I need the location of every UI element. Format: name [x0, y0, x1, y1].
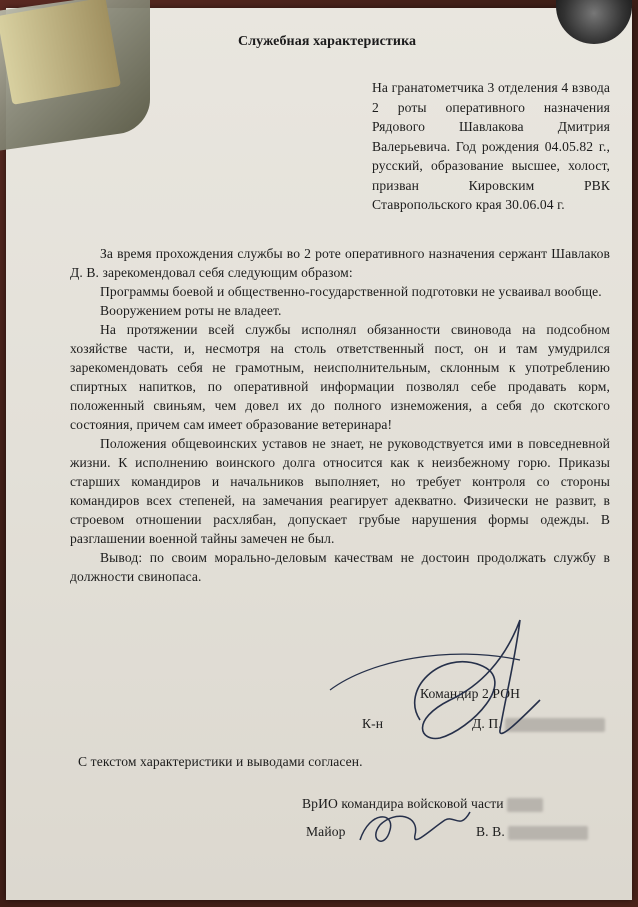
acting-position: ВрИО командира войсковой части — [302, 794, 543, 813]
agreement-line: С текстом характеристики и выводами согласен. — [78, 754, 363, 769]
paragraph-regulations: Положения общевоинских уставов не знает, не руководствуется ими в повседневной жизни. К исполнению воинского долга относится как к неизбежному горю. Приказы старших командиров и начальников выполняет, но требует контроля со стороны командиров всех степеней, на замечания реагирует адекватно. Физически не развит, в строевом отношении расхлябан, допускает грубые нарушения формы одежды. В разглашении военной тайны замечен не был. — [70, 436, 610, 546]
acting-signature — [360, 812, 470, 841]
paragraph-weapons: Вооружением роты не владеет. — [100, 303, 282, 318]
paragraph-intro: За время прохождения службы во 2 роте оперативного назначения сержант Шавлаков Д. В. зарекомендовал себя следующим образом: — [70, 246, 610, 280]
acting-rank: Майор — [306, 824, 346, 839]
addressee-block: На гранатометчика 3 отделения 4 взвода 2 роты оперативного назначения Рядового Шавлакова Дмитрия Валерьевича. Год рождения 04.05.82 г., русский, образование высшее, холост, призван Кировским РВК Ставропольского края 30.06.04 г. — [372, 80, 610, 212]
acting-name: В. В. — [476, 822, 588, 841]
commander-position: Командир 2 РОН — [420, 686, 521, 701]
commander-rank: К-н — [362, 716, 384, 731]
commander-name: Д. П. — [472, 714, 605, 733]
commander-signature — [415, 620, 540, 738]
paragraph-conclusion: Вывод: по своим морально-деловым качествам не достоин продолжать службу в должности свинопаса. — [70, 550, 610, 584]
paragraph-training: Программы боевой и общественно-государственной подготовки не усваивал вообще. — [100, 284, 602, 299]
document-title: Служебная характеристика — [238, 34, 417, 49]
paragraph-duties: На протяжении всей службы исполнял обязанности свиновода на подсобном хозяйстве части, и, несмотря на столь ответственный пост, он и там умудрился зарекомендовать себя не грамотным, неисполнительным, склонным к употреблению спиртных напитков, по оперативной информации позволял себе продавать корм, положенный свиньям, чем довел их до полного изнеможения, а себя до скотского состояния, причем сам имеет образование ветеринара! — [70, 322, 610, 432]
